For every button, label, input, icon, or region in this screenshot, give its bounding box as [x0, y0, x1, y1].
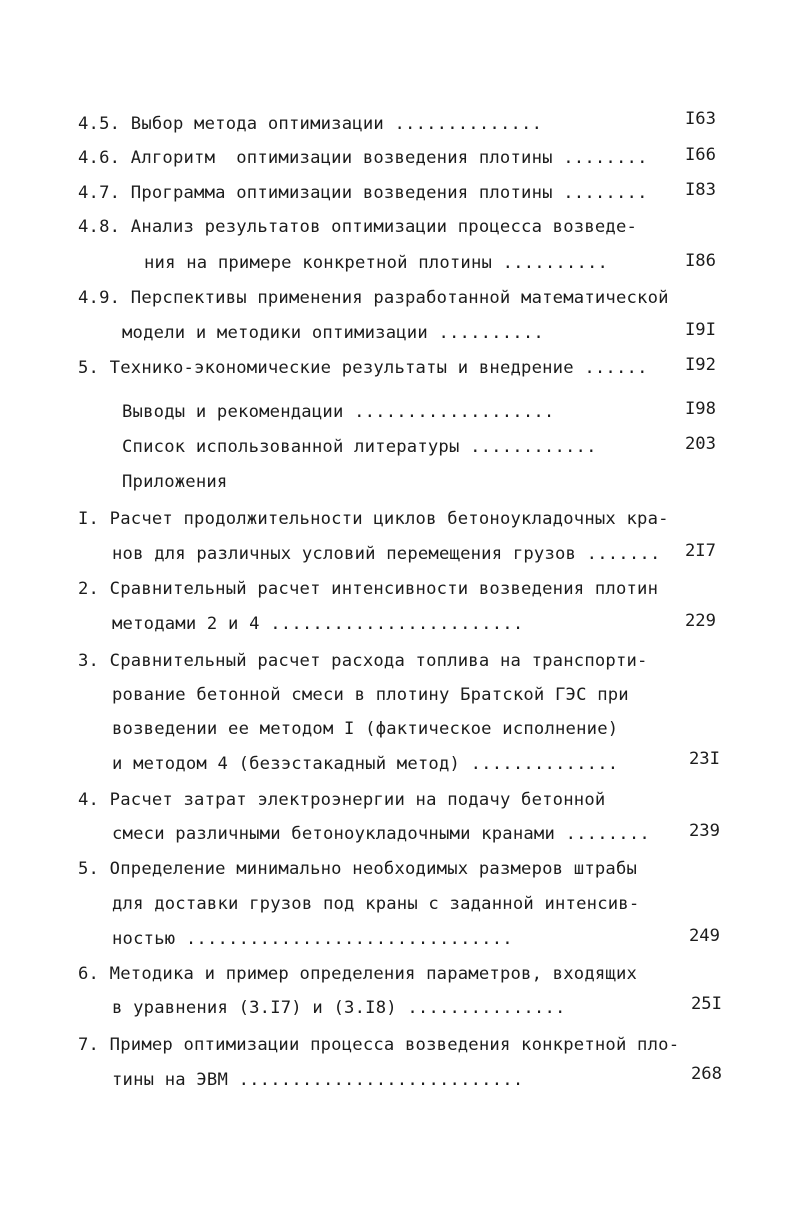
entry-title-line1: Анализ результатов оптимизации процесса возведе-	[130, 217, 638, 237]
entry-title: Список использованной литературы	[122, 437, 460, 457]
leader-dots: ........	[552, 148, 648, 168]
entry-title-line2: модели и методики оптимизации	[122, 323, 428, 343]
toc-entry-4-6	[78, 147, 648, 169]
entry-number: I.	[78, 509, 100, 529]
entry-number: 4.	[78, 790, 100, 810]
appendix-3-cont-2	[112, 718, 618, 740]
entry-title-line1: Сравнительный расчет интенсивности возведения плотин	[109, 579, 659, 599]
toc-entry-4-9-cont	[122, 322, 544, 344]
page-number: I66	[684, 145, 716, 165]
toc-entry-5	[78, 357, 648, 379]
appendix-4	[78, 789, 605, 811]
entry-title: Выбор метода оптимизации	[130, 114, 384, 134]
appendix-5	[78, 858, 637, 880]
entry-number: 4.6.	[78, 148, 121, 168]
leader-dots: ..............	[383, 114, 543, 134]
entry-title-line2: в уравнения (3.I7) и (3.I8)	[112, 998, 397, 1018]
appendices-heading: Приложения	[122, 472, 228, 492]
appendix-2	[78, 578, 658, 600]
page-number: 239	[688, 821, 720, 841]
entry-title: Программа оптимизации возведения плотины	[130, 183, 553, 203]
page-number: I63	[684, 109, 716, 129]
appendix-3-cont-1	[112, 684, 629, 706]
appendix-5-cont-2	[112, 928, 513, 950]
page-number: 203	[684, 434, 716, 454]
entry-title-line2: рование бетонной смеси в плотину Братской ГЭС при	[112, 685, 629, 705]
leader-dots: ..........	[427, 323, 544, 343]
entry-title-line2: нов для различных условий перемещения грузов	[112, 544, 577, 564]
appendix-2-cont	[112, 613, 523, 635]
leader-dots: ...............................	[175, 929, 513, 949]
page-number: 23I	[688, 749, 720, 769]
leader-dots: ..............	[460, 754, 619, 774]
toc-entry-4-9	[78, 287, 669, 309]
page-number: 2I7	[684, 541, 716, 561]
entry-title-line3: ностью	[112, 929, 176, 949]
entry-number: 7.	[78, 1035, 100, 1055]
appendix-5-cont-1	[112, 893, 639, 915]
toc-entry-4-8	[78, 216, 637, 238]
appendix-3-cont-3	[112, 753, 618, 775]
entry-number: 4.5.	[78, 114, 121, 134]
entry-title-line1: Расчет затрат электроэнергии на подачу бетонной	[109, 790, 606, 810]
leader-dots: ......	[573, 358, 648, 378]
entry-title-line2: тины на ЭВМ	[112, 1070, 229, 1090]
page-number: 229	[684, 611, 716, 631]
entry-title-line1: Определение минимально необходимых размеров штрабы	[109, 859, 638, 879]
entry-number: 4.7.	[78, 183, 121, 203]
entry-number: 5.	[78, 859, 100, 879]
entry-title-line4: и методом 4 (безэстакадный метод)	[112, 754, 461, 774]
leader-dots: ........	[552, 183, 648, 203]
entry-title-line1: Расчет продолжительности циклов бетоноукладочных кра-	[109, 509, 669, 529]
page-number: I92	[684, 355, 716, 375]
entry-number: 6.	[78, 964, 100, 984]
leader-dots: ...........................	[228, 1070, 524, 1090]
page-number: I86	[684, 251, 716, 271]
page-number: 268	[690, 1064, 722, 1084]
page-number: I9I	[684, 320, 716, 340]
entry-title-line1: Методика и пример определения параметров, входящих	[109, 964, 638, 984]
entry-title-line2: ния на примере конкретной плотины	[144, 253, 493, 273]
entry-title-line3: возведении ее методом I (фактическое исполнение)	[112, 719, 619, 739]
toc-entry-references	[122, 436, 597, 458]
entry-title: Выводы и рекомендации	[122, 402, 344, 422]
toc-entry-conclusions	[122, 401, 554, 423]
entry-title-line1: Перспективы применения разработанной математической	[130, 288, 669, 308]
leader-dots: ...................	[343, 402, 555, 422]
page-number: I98	[684, 399, 716, 419]
leader-dots: ............	[459, 437, 597, 457]
appendix-7	[78, 1034, 679, 1056]
entry-title: Алгоритм оптимизации возведения плотины	[130, 148, 553, 168]
entry-title-line2: смеси различными бетоноукладочными кранами	[112, 824, 556, 844]
appendix-1	[78, 508, 669, 530]
leader-dots: ........................	[259, 614, 524, 634]
entry-number: 3.	[78, 651, 100, 671]
entry-title-line2: методами 2 и 4	[112, 614, 260, 634]
appendix-7-cont	[112, 1069, 523, 1091]
appendix-4-cont	[112, 823, 650, 845]
leader-dots: ..........	[492, 253, 609, 273]
entry-title-line1: Сравнительный расчет расхода топлива на транспорти-	[109, 651, 648, 671]
toc-entry-4-7	[78, 182, 648, 204]
leader-dots: ...............	[396, 998, 566, 1018]
toc-entry-4-5	[78, 113, 542, 135]
entry-number: 2.	[78, 579, 100, 599]
page-number: I83	[684, 180, 716, 200]
entry-number: 4.8.	[78, 217, 121, 237]
leader-dots: ........	[555, 824, 650, 844]
entry-title: Технико-экономические результаты и внедрение	[109, 358, 574, 378]
appendix-6-cont	[112, 997, 566, 1019]
entry-title-line2: для доставки грузов под краны с заданной интенсив-	[112, 894, 640, 914]
entry-number: 5.	[78, 358, 100, 378]
page-number: 25I	[690, 994, 722, 1014]
entry-number: 4.9.	[78, 288, 121, 308]
toc-entry-4-8-cont	[144, 252, 608, 274]
appendix-6	[78, 963, 637, 985]
appendix-1-cont	[112, 543, 661, 565]
leader-dots: .......	[576, 544, 661, 564]
appendix-3	[78, 650, 648, 672]
entry-title-line1: Пример оптимизации процесса возведения конкретной пло-	[109, 1035, 680, 1055]
page-number: 249	[688, 926, 720, 946]
